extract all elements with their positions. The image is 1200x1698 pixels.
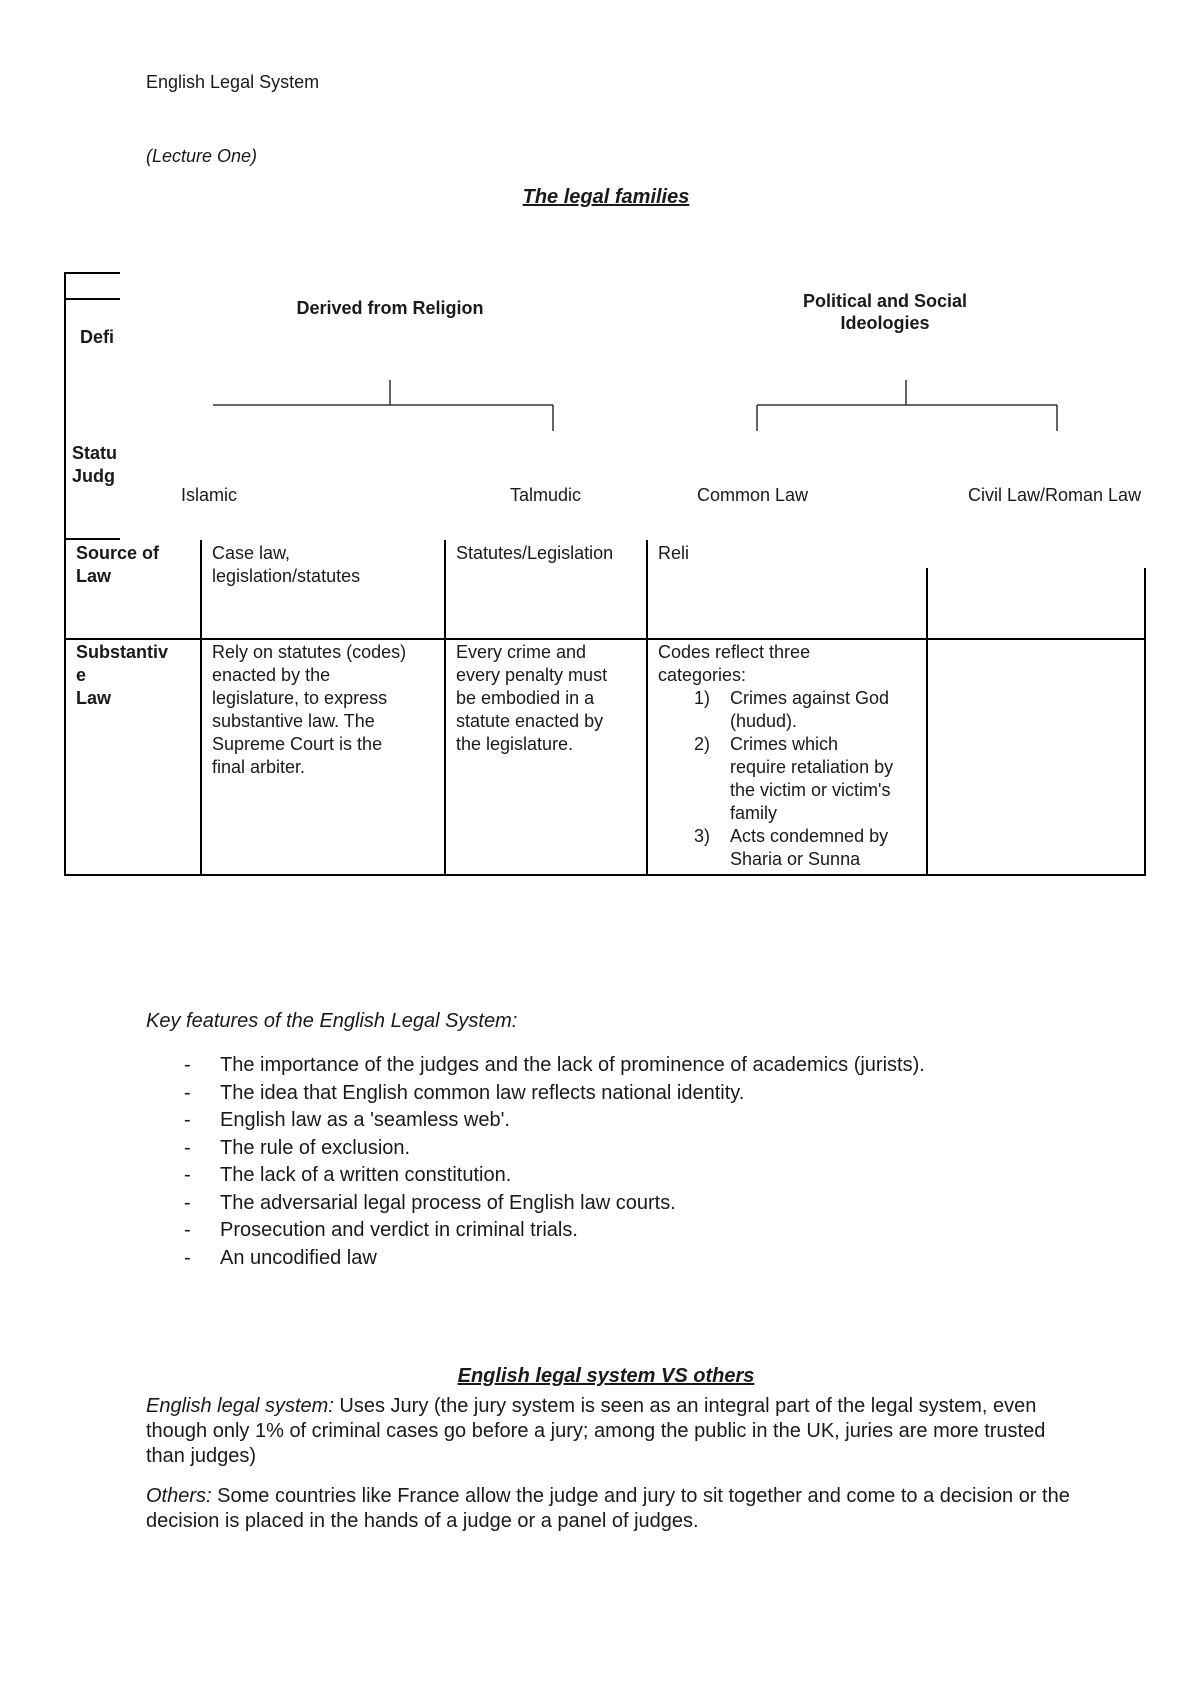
category-item xyxy=(658,687,922,733)
cell-line: Crimes which xyxy=(730,734,839,754)
category-number: 3) xyxy=(694,826,711,846)
category-number: 1) xyxy=(694,688,711,708)
bullet-dash: - xyxy=(184,1081,191,1104)
category-item xyxy=(658,825,922,871)
table-border-left xyxy=(64,272,66,876)
paragraph-lead: Others: xyxy=(146,1485,212,1507)
paragraph-lead: English legal system: xyxy=(146,1395,334,1417)
list-item-text: An uncodified law xyxy=(220,1246,377,1269)
bullet-dash: - xyxy=(184,1246,191,1269)
cell-line: substantive law. The xyxy=(212,711,375,731)
cell-line: be embodied in a xyxy=(456,688,595,708)
religion-branch xyxy=(213,380,553,431)
comparison-title: English legal system VS others xyxy=(457,1365,755,1387)
table-rule xyxy=(64,298,122,300)
source-cell-col4: Reli xyxy=(658,543,690,563)
cell-line: every penalty must xyxy=(456,665,608,685)
bullet-dash: - xyxy=(184,1219,191,1241)
cell-line: require retaliation by xyxy=(730,757,894,777)
leaf-common-law: Common Law xyxy=(697,485,809,505)
legal-families-diagram xyxy=(120,255,1158,540)
list-item-text: Prosecution and verdict in criminal trials. xyxy=(220,1219,578,1241)
category-item xyxy=(658,733,922,825)
table-border-right xyxy=(1144,568,1146,876)
table-col-divider xyxy=(444,538,446,876)
cell-line: Acts condemned by xyxy=(730,826,889,846)
ideology-label-line: Ideologies xyxy=(840,313,930,333)
cell-line: categories: xyxy=(658,665,747,685)
table-col-divider xyxy=(926,568,928,876)
substantive-cell-col2 xyxy=(212,641,406,779)
source-cell-col2-line2: legislation/statutes xyxy=(212,566,361,586)
cell-line: Supreme Court is the xyxy=(212,734,383,754)
cell-line: the legislature. xyxy=(456,734,574,754)
leaf-islamic: Islamic xyxy=(181,485,238,505)
cell-line: the victim or victim's xyxy=(730,780,891,800)
list-item xyxy=(146,1245,925,1273)
ideology-label-line: Political and Social xyxy=(802,291,968,311)
cell-line: Crimes against God xyxy=(730,688,890,708)
page-title: The legal families xyxy=(522,186,690,208)
lecture-label: (Lecture One) xyxy=(146,146,258,166)
cell-line: (hudud). xyxy=(730,711,798,731)
paragraph-text: Uses Jury (the jury system is seen as an integral part of the legal system, even though only 1% of criminal cases go before a jury; among the public in the UK, juries are more trusted than judges) xyxy=(146,1395,1046,1467)
cell-line: Codes reflect three xyxy=(658,642,811,662)
row-label-source-2: Law xyxy=(76,566,112,586)
course-header: English Legal System xyxy=(146,72,320,92)
list-item-text: The lack of a written constitution. xyxy=(220,1164,512,1186)
source-cell-col2: Case law, xyxy=(212,543,291,563)
bullet-dash: - xyxy=(184,1136,191,1159)
table-rule xyxy=(64,638,1146,640)
leaf-civil-law: Civil Law/Roman Law xyxy=(968,485,1142,505)
row-label-substantive-2: e xyxy=(76,665,87,685)
key-features-list xyxy=(146,1052,925,1272)
list-item-text: English law as a 'seamless web'. xyxy=(220,1109,510,1131)
table-col-divider xyxy=(200,538,202,876)
substantive-cell-col3 xyxy=(456,641,607,756)
table-col-divider xyxy=(646,538,648,876)
row-label-status: Statu xyxy=(72,443,117,463)
row-label-definition: Defi xyxy=(80,327,115,347)
bullet-dash: - xyxy=(184,1191,191,1214)
row-label-substantive-3: Law xyxy=(76,688,112,708)
category-number: 2) xyxy=(694,734,711,754)
row-label-substantive: Substantiv xyxy=(76,642,169,662)
ideology-branch xyxy=(757,380,1057,431)
leaf-talmudic: Talmudic xyxy=(510,485,582,505)
table-border-top xyxy=(64,272,122,274)
list-item xyxy=(146,1052,925,1080)
list-item xyxy=(146,1135,925,1163)
religion-group-label: Derived from Religion xyxy=(296,298,484,318)
list-item-text: The importance of the judges and the lack of prominence of academics (jurists). xyxy=(220,1054,925,1076)
cell-line: final arbiter. xyxy=(212,757,306,777)
paragraph-text: Some countries like France allow the judge and jury to sit together and come to a decision or the decision is placed in the hands of a judge or a panel of judges. xyxy=(146,1485,1070,1532)
list-item xyxy=(146,1217,925,1245)
list-item xyxy=(146,1107,925,1135)
english-system-paragraph xyxy=(146,1394,1076,1469)
cell-line: Sharia or Sunna xyxy=(730,849,861,869)
list-item xyxy=(146,1080,925,1108)
list-item xyxy=(146,1190,925,1218)
cell-line: statute enacted by xyxy=(456,711,604,731)
key-features-title: Key features of the English Legal System: xyxy=(146,1010,518,1032)
source-cell-col3: Statutes/Legislation xyxy=(456,543,614,563)
cell-line: family xyxy=(730,803,778,823)
substantive-cell-col4 xyxy=(658,641,922,871)
bullet-dash: - xyxy=(184,1164,191,1186)
cell-line: Rely on statutes (codes) xyxy=(212,642,407,662)
bullet-dash: - xyxy=(184,1054,191,1076)
list-item-text: The idea that English common law reflects national identity. xyxy=(220,1081,745,1104)
cell-line: Every crime and xyxy=(456,642,587,662)
table-border-bottom xyxy=(64,874,1146,876)
list-item xyxy=(146,1162,925,1190)
cell-line: legislature, to express xyxy=(212,688,388,708)
row-label-judges: Judg xyxy=(72,466,115,486)
row-label-source: Source of xyxy=(76,543,160,563)
list-item-text: The rule of exclusion. xyxy=(220,1136,411,1159)
bullet-dash: - xyxy=(184,1109,191,1131)
list-item-text: The adversarial legal process of English law courts. xyxy=(220,1191,676,1214)
cell-line: enacted by the xyxy=(212,665,331,685)
others-paragraph xyxy=(146,1484,1076,1534)
